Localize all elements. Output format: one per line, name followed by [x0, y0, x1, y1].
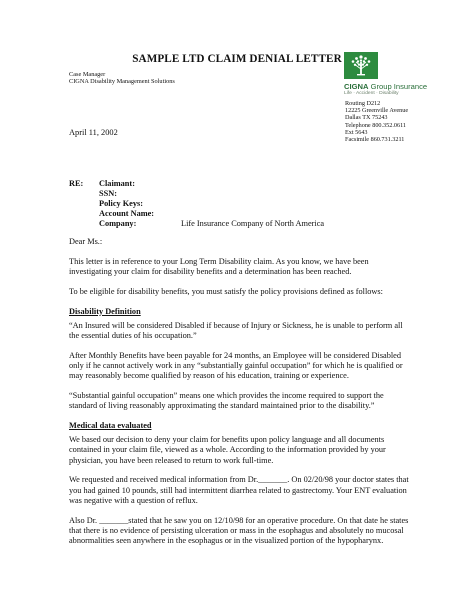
letter-date: April 11, 2002	[69, 128, 118, 137]
re-fields	[99, 179, 419, 228]
re-row-account-name	[99, 209, 419, 219]
address-line: Facsimile 860.731.3211	[345, 136, 405, 144]
letter-body	[69, 237, 409, 556]
re-row-policy-keys	[99, 199, 419, 209]
re-value: Life Insurance Company of North America	[181, 218, 325, 228]
logo-name-rest: Group Insurance	[368, 82, 428, 91]
re-row-ssn	[99, 189, 419, 199]
re-key: Policy Keys:	[99, 198, 144, 208]
logo-brand: CIGNA	[344, 82, 369, 91]
paragraph-operative-procedure: Also Dr. _______stated that he saw you on 12/10/98 for an operative procedure. On that date he states that there is no evidence of persisting ulceration or mass in the esophagus and absolutely no mucosal abnormalities seen anywhere in the esophagus or in the visualized portion of the hypopharynx.	[69, 515, 409, 546]
cigna-logo	[344, 52, 449, 96]
letter-title: SAMPLE LTD CLAIM DENIAL LETTER	[132, 53, 342, 65]
paragraph-intro: This letter is in reference to your Long Term Disability claim. As you know, we have been investigating your claim for disability benefits and a determination has been reached.	[69, 256, 369, 276]
re-label: RE:	[69, 179, 84, 188]
paragraph-24-months: After Monthly Benefits have been payable for 24 months, an Employee will be considered Disabled only if he cannot actively work in any “substantially gainful occupation” for which he is qualified or may reasonably become qualified by reason of his education, training or experience.	[69, 350, 403, 381]
address-line: Ext 5643	[345, 128, 368, 136]
sender-organization: CIGNA Disability Management Solutions	[69, 78, 175, 86]
address-line: Dallas TX 75243	[345, 114, 388, 122]
logo-wordmark	[344, 82, 449, 91]
paragraph-medical-info: We requested and received medical information from Dr._______. On 02/20/98 your doctor states that you had gained 10 pounds, still had intermittent diarrhea related to gastrectomy. Your ENT evaluation was negative with a question of reflux.	[69, 475, 409, 505]
address-line: Telephone 800.352.0611	[345, 121, 407, 129]
paragraph-definition-quote: “An Insured will be considered Disabled if because of Injury or Sickness, he is unable to perform all the essential duties of his occupation.”	[69, 320, 403, 340]
re-row-claimant	[99, 179, 419, 189]
paragraph-decision: We based our decision to deny your claim for benefits upon policy language and all documents contained in your claim file, viewed as a whole. According to the information provided by your physician, you have been released to return to work full-time.	[69, 435, 386, 465]
re-key: Account Name:	[99, 208, 155, 218]
paragraph-gainful-occupation: “Substantial gainful occupation” means one which provides the income required to support the standard of living reasonably approximating the standard maintained prior to the disability.”	[69, 391, 384, 411]
re-key: Company:	[99, 218, 137, 228]
salutation: Dear Ms.:	[69, 237, 103, 246]
logo-tagline: Life · Accident · Disability	[344, 91, 399, 96]
re-key: Claimant:	[99, 179, 135, 188]
paragraph-eligibility: To be eligible for disability benefits, you must satisfy the policy provisions defined as follows:	[69, 286, 383, 296]
address-line: 12225 Greenville Avenue	[345, 107, 409, 115]
address-line: Routing D212	[345, 100, 381, 107]
tree-of-life-icon	[344, 52, 378, 79]
sender-block	[69, 71, 175, 86]
heading-medical-data: Medical data evaluated	[69, 421, 152, 430]
return-address	[345, 100, 408, 143]
re-row-company	[99, 219, 419, 229]
re-key: SSN:	[99, 188, 117, 198]
heading-disability-definition: Disability Definition	[69, 306, 141, 316]
sender-title: Case Manager	[69, 71, 106, 78]
